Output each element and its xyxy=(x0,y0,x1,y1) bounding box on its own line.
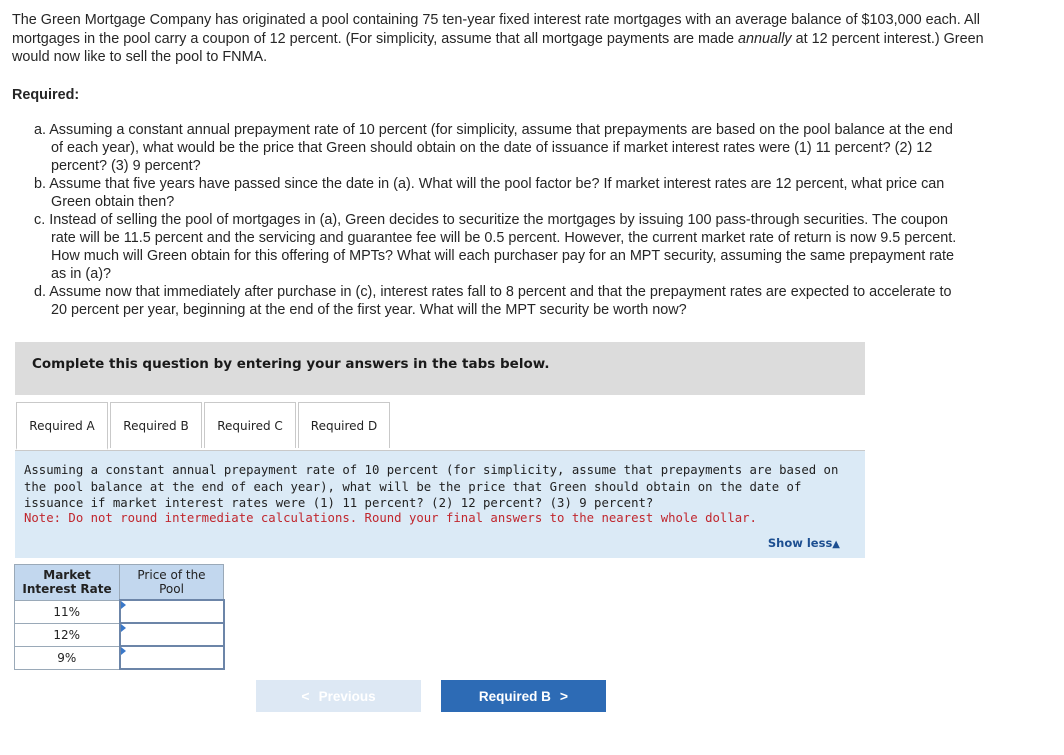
tab-required-c[interactable]: Required C xyxy=(204,402,296,448)
show-less-link[interactable] xyxy=(768,536,840,550)
required-heading: Required: xyxy=(12,87,80,103)
input-marker-icon xyxy=(121,647,126,655)
answer-table xyxy=(14,564,225,670)
requirement-c: c. Instead of selling the pool of mortgages in (a), Green decides to securitize the mortgages by issuing 100 pass-through securities. The coupon rate will be 11.5 percent and the servicing and guarantee fee will be 0.5 percent. However, the current market rate of return is now 9.5 percent. How much will Green obtain for this offering of MPTs? What will each purchaser pay for an MPT security, assuming the same prepayment rate as in (a)? xyxy=(34,212,957,282)
price-input-cell xyxy=(120,600,224,623)
price-input-12[interactable] xyxy=(121,624,223,645)
table-row xyxy=(15,646,224,669)
chevron-right-icon: > xyxy=(559,688,569,704)
previous-button[interactable] xyxy=(256,680,421,712)
previous-label: Previous xyxy=(318,688,376,704)
instruction-bar xyxy=(15,342,865,395)
intro-text-part2: at 12 percent interest.) Green would now like to sell the pool to FNMA. xyxy=(12,30,984,65)
chevron-left-icon: < xyxy=(301,688,310,704)
rate-cell: 12% xyxy=(15,623,120,646)
tab-required-b[interactable]: Required B xyxy=(110,402,202,448)
header-market-interest-rate: Market Interest Rate xyxy=(15,565,120,601)
input-marker-icon xyxy=(121,601,126,609)
rate-cell: 11% xyxy=(15,600,120,623)
header-price-of-pool: Price of the Pool xyxy=(120,565,224,601)
price-input-11[interactable] xyxy=(121,601,223,622)
triangle-up-icon: ▲ xyxy=(832,539,840,550)
next-button[interactable] xyxy=(441,680,606,712)
price-input-9[interactable] xyxy=(121,647,223,668)
requirements-list xyxy=(34,121,964,319)
intro-text-part1: The Green Mortgage Company has originated a pool containing 75 ten-year fixed interest rate mortgages with an average balance of $103,000 each. All mortgages in the pool carry a coupon of 12 percent. (For simplicity, assume that all mortgage payments are made xyxy=(12,12,980,47)
panel-question-text: Assuming a constant annual prepayment rate of 10 percent (for simplicity, assume that prepayments are based on the pool balance at the end of each year), what will be the price that Green should obtain on the date of issuance if market interest rates were (1) 11 percent? (2) 12 percent? (3) 9 percent? xyxy=(24,463,839,510)
table-row xyxy=(15,600,224,623)
requirement-d: d. Assume now that immediately after purchase in (c), interest rates fall to 8 percent and that the prepayment rates are expected to accelerate to 20 percent per year, beginning at the end of the first year. What will the MPT security be worth now? xyxy=(34,284,952,318)
price-input-cell xyxy=(120,646,224,669)
tab-required-d[interactable]: Required D xyxy=(298,402,390,448)
question-panel xyxy=(15,450,865,558)
next-label: Required B xyxy=(478,688,551,704)
requirement-a: a. Assuming a constant annual prepayment rate of 10 percent (for simplicity, assume that prepayments are based on the pool balance at the end of each year), what would be the price that Green should obtain on the date of issuance if market interest rates were (1) 11 percent? (2) 12 percent? (3) 9 percent? xyxy=(34,122,953,174)
table-row xyxy=(15,623,224,646)
rate-cell: 9% xyxy=(15,646,120,669)
intro-emphasis: annually xyxy=(738,30,792,47)
panel-note: Note: Do not round intermediate calculations. Round your final answers to the nearest whole dollar. xyxy=(24,511,757,525)
input-marker-icon xyxy=(121,624,126,632)
tab-bar xyxy=(16,402,392,450)
tab-required-a[interactable]: Required A xyxy=(16,402,108,450)
problem-intro xyxy=(12,11,1012,67)
price-input-cell xyxy=(120,623,224,646)
requirement-b: b. Assume that five years have passed since the date in (a). What will the pool factor be? If market interest rates are 12 percent, what price can Green obtain then? xyxy=(34,176,945,210)
show-less-label: Show less xyxy=(767,536,833,550)
instruction-text: Complete this question by entering your answers in the tabs below. xyxy=(32,356,550,372)
